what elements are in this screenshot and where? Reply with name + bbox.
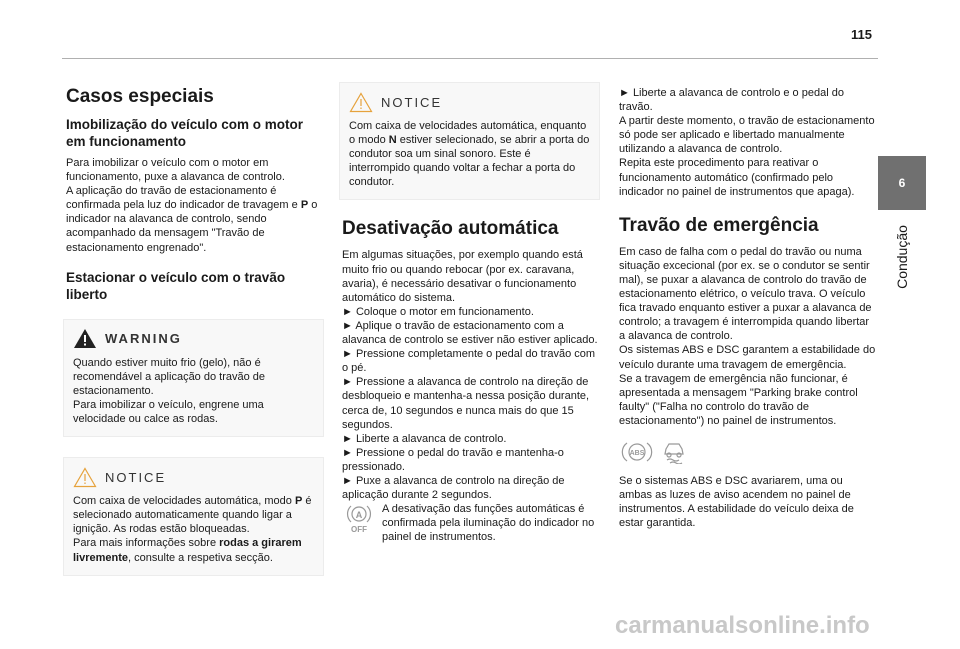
notice-text: Para mais informações sobre rodas a girarem livremente, consulte a respetiva secção. [73,537,302,564]
step: ► Puxe a alavanca de controlo na direção de aplicação durante 2 segundos. [342,474,565,502]
paragraph: Em algumas situações, por exemplo quando está muito frio ou quando rebocar (por ex. caravana, avaria), é necessário desativar o funcionamento automático do sistema. [342,249,583,304]
warning-lights [621,440,877,464]
chapter-title-text: Condução [894,225,911,289]
step: ► Aplique o travão de estacionamento com a alavanca de controlo se estiver não estiver aplicado. [342,319,598,347]
notice-icon [349,92,373,113]
paragraph: Repita este procedimento para reativar o funcionamento automático (confirmado pelo indicador no painel de instrumentos que apaga). [619,157,855,198]
warning-box [63,319,324,437]
paragraph: Se a travagem de emergência não funcionar, é apresentada a mensagem "Parking brake control faulty" ("Falha no controlo do travão de estacionamento") no painel de instrumentos. [619,372,858,427]
subheading-estacionar: Estacionar o veículo com o travão liberto [66,269,286,302]
abs-warning-icon [621,440,653,464]
section-title-travao-emergencia: Travão de emergência [619,214,819,236]
notice-text: Com caixa de velocidades automática, modo P é selecionado automaticamente quando ligar a ignição. As rodas estão bloqueadas. [73,495,312,536]
top-rule [62,58,878,59]
section-title-desativacao: Desativação automática [342,218,559,240]
notice-label: NOTICE [105,469,167,485]
auto-off-indicator-icon [342,503,378,538]
chapter-title [878,212,926,302]
column-1 [66,82,324,576]
paragraph: A aplicação do travão de estacionamento é confirmada pela luz do indicador de travagem e P o indicador na alavanca de controlo, sendo acompanhado da mensagem "Travão de estacionamento engrenado". [66,185,318,254]
notice-icon [73,467,97,488]
step: ► Pressione a alavanca de controlo na direção de desbloqueio e mantenha-a nessa posição durante, cerca de, 10 segundos e nunca mais do que 15 segundos. [342,376,590,431]
warning-label: WARNING [105,331,182,347]
column-2 [342,82,600,544]
paragraph: Se o sistemas ABS e DSC avariarem, uma ou ambas as luzes de aviso acendem no painel de instrumentos. A estabilidade do veículo deixa de estar garantida. [619,474,854,530]
off-label: OFF [351,525,367,534]
paragraph: A desativação das funções automáticas é confirmada pela iluminação do indicador no painel de instrumentos. [382,503,595,544]
warning-text: Para imobilizar o veículo, engrene uma velocidade ou calce as rodas. [73,398,264,426]
step: ► Liberte a alavanca de controlo e o pedal do travão. [619,87,844,114]
notice-box [63,457,324,575]
paragraph: Os sistemas ABS e DSC garantem a estabilidade do veículo durante uma travagem de emergência. [619,344,876,371]
notice-label: NOTICE [381,94,443,110]
chapter-tab[interactable]: 6 [878,156,926,210]
notice-text: Com caixa de velocidades automática, enquanto o modo N estiver selecionado, se abrir a porta do condutor soa um sinal sonoro. Este é interrompido quando voltar a fechar a porta do condutor. [349,120,590,189]
warning-text: Quando estiver muito frio (gelo), não é recomendável a aplicação do travão de estacionamento. [73,356,266,397]
warning-icon [73,328,97,349]
step: ► Pressione o pedal do travão e mantenha-o pressionado. [342,446,564,473]
paragraph: Em caso de falha com o pedal do travão ou numa situação excecional (por ex. se o condutor se sentir mal), se puxar a alavanca de controlo do travão de estacionamento elétrico, o veículo trava. O veículo fica travado enquanto estiver a puxar a alavanca de controlo; a travagem é interrompida quando libertar a alavanca de controlo. [619,245,872,343]
column-3 [619,86,877,530]
paragraph: A partir deste momento, o travão de estacionamento só pode ser aplicado e libertado manualmente utilizando a alavanca de controlo. [619,115,875,156]
auto-off-row [342,502,600,544]
paragraph: Para imobilizar o veículo com o motor em funcionamento, puxe a alavanca de controlo. [66,157,285,184]
step: ► Liberte a alavanca de controlo. [342,432,507,445]
svg-text:A: A [355,510,363,521]
step: ► Pressione completamente o pedal do travão com o pé. [342,348,596,375]
dsc-warning-icon [661,440,687,464]
section-title-casos-especiais: Casos especiais [66,86,214,107]
subheading-imobilizacao: Imobilização do veículo com o motor em funcionamento [66,117,304,149]
page-number: 115 [851,27,872,42]
notice-box [339,82,600,200]
abs-label: ABS [629,449,645,457]
watermark: carmanualsonline.info [615,612,870,639]
step: ► Coloque o motor em funcionamento. [342,305,534,318]
